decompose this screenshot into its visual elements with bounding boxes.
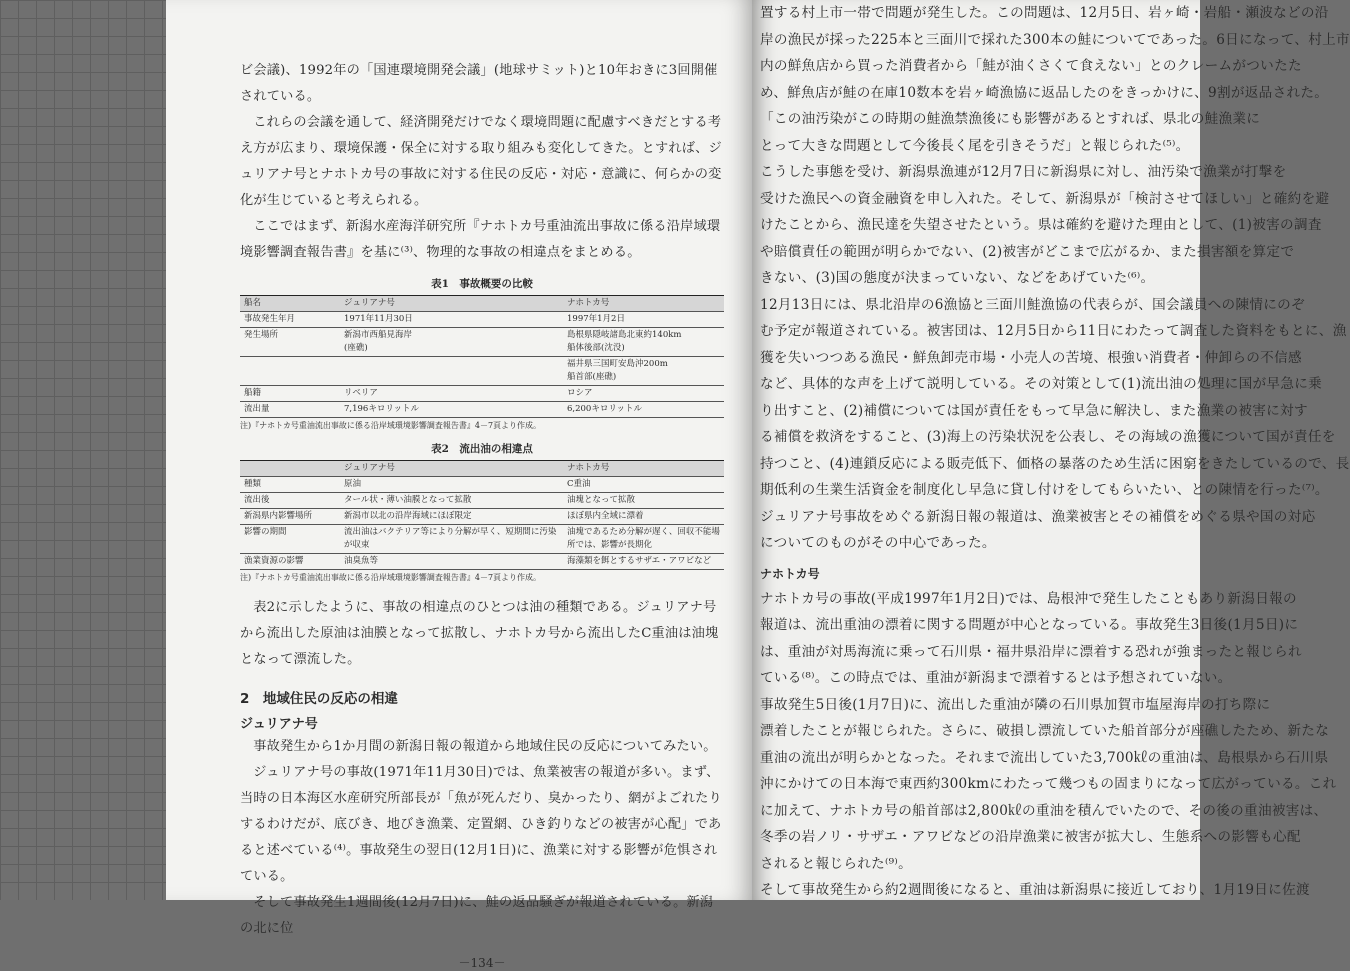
table-cell: ナホトカ号 <box>563 296 724 312</box>
text-line: や賠償責任の範囲が明らかでない、(2)被害がどこまで広がるか、また損害額を算定で <box>760 243 1295 260</box>
table-cell: 油塊であるため分解が遅く、回収不能場所では、影響が長期化 <box>563 525 724 554</box>
table-cell: 流出油はバクテリア等により分解が早く、短期間に汚染が収束 <box>340 525 563 554</box>
table-row <box>240 554 724 570</box>
text-line: 受けた漁民への資金融資を申し入れた。そして、新潟県が「検討させてほしい」と確約を避 <box>760 190 1330 207</box>
table-row <box>240 461 724 477</box>
table-row <box>240 386 724 402</box>
table-row <box>240 312 724 328</box>
text-line: 冬季の岩ノリ・サザエ・アワビなどの沿岸漁業に被害が拡大し、生態系への影響も心配 <box>760 829 1301 845</box>
table-cell: 新潟県内影響場所 <box>240 509 340 525</box>
text-line: についてのものがその中心であった。 <box>760 535 996 551</box>
table-cell: 船籍 <box>240 386 340 402</box>
right-page-text-bottom <box>760 586 1337 904</box>
text-line: 期低利の生業生活資金を制度化し早急に貸し付けをしてもらいたい、との陳情を行った⁽⁷⁾。 <box>760 482 1329 498</box>
subheading-nakhodka: ナホトカ号 <box>760 566 820 581</box>
text-line: 重油の流出が明らかとなった。それまで流出していた3,700㎘の重油は、島根県から石川県 <box>760 749 1329 766</box>
left-page <box>166 0 752 970</box>
text-line: けたことから、漁民達を失望させたという。県は確約を避けた理由として、(1)被害の調査 <box>760 217 1322 233</box>
table-cell: 流出後 <box>240 493 340 509</box>
table1-note: 注)『ナホトカ号重油流出事故に係る沿岸域環境影響調査報告書』4－7頁より作成。 <box>240 421 542 430</box>
text-line: 岸の漁民が採った225本と三面川で採れた300本の鮭についてであった。6日になって、村上市 <box>760 31 1350 48</box>
text-line: 報道は、流出重油の漂着に関する問題が中心となっている。事故発生3日後(1月5日)に <box>760 617 1299 633</box>
table-row <box>240 477 724 493</box>
table-row <box>240 328 724 357</box>
subheading-juliana: ジュリアナ号 <box>240 717 318 732</box>
text-line: ている⁽⁸⁾。この時点では、重油が新潟まで漂着するとは予想されていない。 <box>760 670 1232 686</box>
table2-oil-differences <box>240 460 724 570</box>
table-cell: タール状・薄い油膜となって拡散 <box>340 493 563 509</box>
section-paragraph-1: 事故発生から1か月間の新潟日報の報道から地域住民の反応についてみたい。 <box>253 739 717 754</box>
table-cell: 原油 <box>340 477 563 493</box>
section-heading: 2 地域住民の反応の相違 <box>240 691 398 707</box>
table-cell: ほぼ県内全域に漂着 <box>563 509 724 525</box>
text-line: る補償を救済をすること、(3)海上の汚染状況を公表し、その海域の漁獲について国が責任を <box>760 429 1336 445</box>
table-cell: 1997年1月2日 <box>563 312 724 328</box>
text-line: 漂着したことが報じられた。さらに、破損し漂流していた船首部分が座礁したため、新たな <box>760 723 1330 739</box>
table-cell: リベリア <box>340 386 563 402</box>
text-line: そして事故発生から約2週間後になると、重油は新潟県に接近しており、1月19日に佐渡 <box>760 882 1310 898</box>
table-cell: 新潟市西船見海岸 (座礁) <box>340 328 563 357</box>
table-row <box>240 493 724 509</box>
table-cell: 影響の期間 <box>240 525 340 554</box>
table-row <box>240 509 724 525</box>
right-page-text-top <box>760 0 1350 557</box>
text-line: こうした事態を受け、新潟県漁連が12月7日に新潟県に対し、油汚染で漁業が打撃を <box>760 164 1287 180</box>
table-cell: 6,200キロリットル <box>563 402 724 418</box>
text-line: きない、(3)国の態度が決まっていない、などをあげていた⁽⁶⁾。 <box>760 270 1155 286</box>
table-cell: 船名 <box>240 296 340 312</box>
table-cell: 7,196キロリットル <box>340 402 563 418</box>
text-line: は、重油が対馬海流に乗って石川県・福井県沿岸に漂着する恐れが強まったと報じられ <box>760 643 1302 660</box>
table-cell: C重油 <box>563 477 724 493</box>
table2-caption: 表2 流出油の相違点 <box>431 443 533 455</box>
table-cell: 福井県三国町安島沖200m 船首部(座礁) <box>563 357 724 386</box>
table-cell: 種類 <box>240 477 340 493</box>
table-cell <box>240 357 340 386</box>
table-cell: ジュリアナ号 <box>340 296 563 312</box>
table-cell: 油臭魚等 <box>340 554 563 570</box>
text-line: め、鮮魚店が鮭の在庫10数本を岩ヶ崎漁協に返品したのをきっかけに、9割が返品された。 <box>760 84 1329 101</box>
text-line: り出すこと、(2)補償については国が責任をもって早急に解決し、また漁業の被害に対す <box>760 402 1308 419</box>
table-cell: 新潟市以北の沿岸海域にほぼ限定 <box>340 509 563 525</box>
text-line: 持つこと、(4)連鎖反応による販売低下、価格の暴落のため生活に困窮をきたしているので、長 <box>760 455 1350 472</box>
table-cell: 海藻類を餌とするサザエ・アワビなど <box>563 554 724 570</box>
table-cell: 油塊となって拡散 <box>563 493 724 509</box>
text-line: 沖にかけての日本海で東西約300kmにわたって幾つもの固まりになって広がっている。これ <box>760 776 1337 792</box>
section-paragraph-2: ジュリアナ号の事故(1971年11月30日)では、魚業被害の報道が多い。まず、当時の日本海区水産研究所部長が「魚が死んだり、臭かったり、網がよごれたりするわけだが、底びき、地びき漁業、定置網、ひき釣りなどの被害が心配」であると述べている⁽⁴⁾。事故発生の翌日(12月1日)に、漁業に対する影響が危惧されている。 <box>240 765 722 884</box>
text-line: ジュリアナ号事故をめぐる新潟日報の報道は、漁業被害とその補償をめぐる県や国の対応 <box>760 508 1316 525</box>
table-cell: 流出量 <box>240 402 340 418</box>
table-row <box>240 402 724 418</box>
text-line: とって大きな問題として今後長く尾を引きそうだ」と報じられた⁽⁵⁾。 <box>760 137 1190 154</box>
table-row <box>240 357 724 386</box>
table-row <box>240 296 724 312</box>
table1-caption: 表1 事故概要の比較 <box>431 278 533 290</box>
text-line: されると報じられた⁽⁹⁾。 <box>760 855 912 872</box>
text-line: 内の鮮魚店から買った消費者から「鮭が油くさくて食えない」とのクレームがついたた <box>760 58 1302 74</box>
text-line: ナホトカ号の事故(平成1997年1月2日)では、島根沖で発生したこともあり新潟日報の <box>760 590 1297 607</box>
section-paragraph-3: そして事故発生1週間後(12月7日)に、鮭の返品騒ぎが報道されている。新潟の北に位 <box>240 895 714 936</box>
table2-note: 注)『ナホトカ号重油流出事故に係る沿岸域環境影響調査報告書』4－7頁より作成。 <box>240 573 542 582</box>
text-line: 置する村上市一帯で問題が発生した。この問題は、12月5日、岩ヶ崎・岩船・瀬波などの沿 <box>760 5 1329 21</box>
table-cell: ロシア <box>563 386 724 402</box>
table-cell <box>340 357 563 386</box>
intro-paragraph-3: ここではまず、新潟水産海洋研究所『ナホトカ号重油流出事故に係る沿岸域環境影響調査報告書』を基に⁽³⁾、物理的な事故の相違点をまとめる。 <box>240 219 721 260</box>
right-page <box>752 0 1350 900</box>
text-line: など、具体的な声を上げて説明している。その対策として(1)流出油の処理に国が早急に乗 <box>760 376 1323 392</box>
table-cell: 漁業資源の影響 <box>240 554 340 570</box>
text-line: む予定が報道されている。被害団は、12月5日から11日にわたって調査した資料をもとに、漁 <box>760 323 1347 339</box>
text-line: 獲を失いつつある漁民・鮮魚卸売市場・小売人の苦境、根強い消費者・仲卸らの不信感 <box>760 349 1302 366</box>
table-cell <box>240 461 340 477</box>
table1-accident-summary <box>240 295 724 418</box>
table-cell: ナホトカ号 <box>563 461 724 477</box>
text-line: 事故発生5日後(1月7日)に、流出した重油が隣の石川県加賀市塩屋海岸の打ち際に <box>760 696 1271 713</box>
table-cell: 事故発生年月 <box>240 312 340 328</box>
table-cell: 島根県隠岐諸島北東約140km 船体後部(沈没) <box>563 328 724 357</box>
page-number: －134－ <box>458 956 506 970</box>
text-line: 12月13日には、県北沿岸の6漁協と三面川鮭漁協の代表らが、国会議員への陳情にのぞ <box>760 296 1305 313</box>
table-cell: 発生場所 <box>240 328 340 357</box>
text-line: に加えて、ナホトカ号の船首部は2,800㎘の重油を積んでいたので、その後の重油被害は、 <box>760 802 1328 819</box>
table-cell: ジュリアナ号 <box>340 461 563 477</box>
intro-paragraph-1: ビ会議)、1992年の「国連環境開発会議」(地球サミット)と10年おきに3回開催されている。 <box>240 63 718 104</box>
text-line: 「この油汚染がこの時期の鮭漁禁漁後にも影響があるとすれば、県北の鮭漁業に <box>760 111 1261 127</box>
table-cell: 1971年11月30日 <box>340 312 563 328</box>
table-row <box>240 525 724 554</box>
intro-paragraph-2: これらの会議を通して、経済開発だけでなく環境問題に配慮すべきだとする考え方が広まり、環境保護・保全に対する取り組みも変化してきた。とすれば、ジュリアナ号とナホトカ号の事故に対する住民の反応・対応・意識に、何らかの変化が生じていると考えられる。 <box>240 115 722 208</box>
after-tables-paragraph: 表2に示したように、事故の相違点のひとつは油の種類である。ジュリアナ号から流出した原油は油膜となって拡散し、ナホトカ号から流出したC重油は油塊となって漂流した。 <box>240 600 719 667</box>
